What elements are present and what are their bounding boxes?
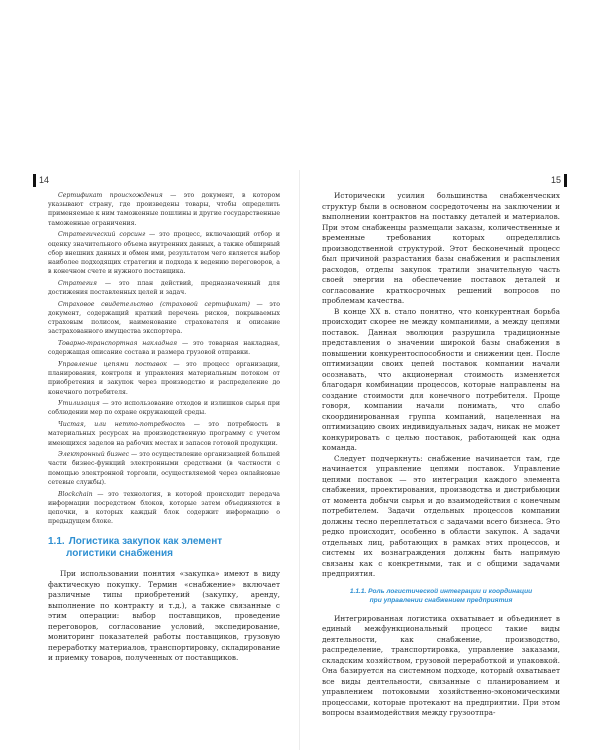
definition-text: — это документ, в котором указывают страну, где произведены товары, чтобы определить применяемые к ним таможенные пошлины и другие государственные таможенные ограничения.: [48, 192, 281, 227]
definition-item: [48, 490, 280, 527]
definition-text: — это план действий, предназначенный для достижения поставленных целей и задач.: [48, 279, 280, 297]
definition-term: Blockchain: [58, 490, 93, 498]
right-page: [300, 0, 600, 750]
definition-item: [48, 360, 280, 397]
subsection-title-line2: при управлении снабжением предприятия: [369, 596, 513, 604]
definition-text: — это товарная накладная, содержащая описание состава и размера грузовой отправки.: [48, 340, 280, 357]
right-page-content: [322, 191, 560, 719]
right-paragraph-1: Исторически усилия большинства снабженческих структур были в основном сосредоточены на заключении и выполнении контрактов на поставку деталей и материалов. При этом снабженцы размещали заказы, количественные и временные требования которых определялись производственной структурой. Этот бесконечный процесс был причиной разрастания базы снабжения и распыления расходов, отделы закупок тратили значительную часть своей энергии на обеспечение поставок деталей и согласование краткосрочных решений вопросов по проблемам качества.: [322, 191, 560, 305]
subsection-title: [322, 587, 560, 605]
definition-term: Электронный бизнес: [58, 451, 130, 459]
definition-item: [48, 279, 280, 297]
definition-text: — это документ, содержащий краткий перечень рисков, покрываемых страховым полисом, наименование страхователя и описание застрахованного имущества экспортера.: [48, 300, 280, 336]
definition-term: Утилизация: [58, 400, 100, 408]
definition-text: — это процесс, включающий отбор и оценку значительного объема внутренних данных, а также обширный сбор внешних данных и обмен ими, результатом чего является выбор наиболее подходящих стратегии и подхода к ведению переговоров, а в конечном счете и нужного поставщика.: [48, 231, 280, 276]
definition-item: [48, 450, 280, 487]
definition-item: [48, 399, 280, 417]
section-title: [48, 536, 280, 560]
right-page-number: 15: [535, 174, 567, 187]
definition-term: Товарно-транспортная накладная: [58, 340, 178, 348]
definition-term: Страховое свидетельство (страховой сертификат): [58, 300, 250, 308]
definition-text: — это технология, в которой происходит передача информации посредством блоков, которые затем объединяются в цепочки, в которых каждый блок содержит информацию о предыдущем блоке.: [48, 490, 280, 526]
definitions-list: [48, 191, 280, 526]
definition-item: [48, 300, 280, 337]
section-title-line2: логистики снабжения: [66, 548, 173, 560]
left-body-paragraph: При использовании понятия «закупка» имеют в виду фактическую покупку. Термин «снабжение» включает различные типы приобретений (закупку, аренду, выполнение по контракту и т.д.), а также связанные с этим операции: выбор поставщиков, проведение переговоров, согласование условий, экспедирование, мониторинг показателей работы поставщиков, грузовую переработку материалов, транспортировку, складирование и приемку товаров, полученных от поставщиков.: [48, 569, 280, 663]
section-title-line1: Логистика закупок как элемент: [68, 536, 223, 548]
definition-term: Стратегия: [58, 279, 97, 287]
definition-text: — это использование отходов и излишков сырья при соблюдении мер по охране окружающей среды.: [48, 400, 280, 417]
section-number: 1.1.: [48, 536, 65, 548]
right-paragraph-3: Следует подчеркнуть: снабжение начинается там, где начинается управление цепями поставок. Управление цепями поставок — это интеграция каждого элемента снабжения, проектирования, производства и дистрибьюции от момента добычи сырья и до взаимодействия с конечным потребителем. Задачи отдельных процессов компании должны тесно переплетаться с задачами всего бизнеса. Это редко происходит, особенно в области закупок. А задачи отдельных лиц, работающих в рамках этих процессов, и системы их вознаграждения должны быть напрямую связаны как с конкретными, так и с общими задачами предприятия.: [322, 453, 560, 578]
left-page-content: [48, 191, 280, 664]
definition-text: — это потребность в материальных ресурсах на производственную программу с учетом имеющихся заделов на рабочих местах и запасов готовой продукции.: [48, 421, 280, 447]
definition-term: Чистая, или нетто-потребность: [58, 421, 186, 429]
definition-item: [48, 420, 280, 448]
definition-text: — это осуществление организацией большей части бизнес-функций электронными средствами (в частности с помощью электронной торговли, осуществляемой через онлайновые сетевые службы).: [48, 451, 280, 486]
definition-item: [48, 339, 280, 357]
right-paragraph-after: Интегрированная логистика охватывает и объединяет в единый межфункциональный процесс такие виды деятельности, как снабжение, производство, распределение, транспортировка, управление заказами, складским хозяйством, грузовой переработкой и упаковкой. Она базируется на системном подходе, который охватывает все виды деятельности, связанные с планированием и управлением потоковыми хозяйственно-экономическими процессами, которые протекают на предприятии. При этом вопросы взаимодействия между грузоотпра-: [322, 613, 560, 717]
definition-term: Стратегический сорсинг: [58, 231, 146, 239]
subsection-title-line1: 1.1.1. Роль логистической интеграции и координации: [349, 587, 533, 595]
left-page-number: 14: [33, 174, 65, 187]
definition-term: Управление цепями поставок: [58, 360, 167, 368]
definition-item: [48, 191, 280, 228]
definition-item: [48, 230, 280, 276]
definition-term: Сертификат происхождения: [58, 192, 163, 199]
definition-text: — это процесс организации, планирования, контроля и управления материальным потоком от приобретения и закупок через производство и распределение до конечного потребителя.: [48, 360, 280, 396]
right-paragraph-2: В конце XX в. стало понятно, что конкурентная борьба происходит скорее не между компаниями, а между цепями поставок. Данная эволюция разрушила традиционные представления о значении широкой базы снабжения в повышении конкурентоспособности и снижении цен. После оптимизации своих цепей поставок компании начали осознавать, что акционерная стоимость изменяется благодаря комбинации процессов, которые направлены на создание стоимости для конечного потребителя. Проще говоря, компании начали понимать, что слабо скоординированная группа компаний, нацеленная на оптимизацию своих индивидуальных задач, никак не может конкурировать с целью поставок, работающей как одна команда.: [322, 306, 560, 452]
